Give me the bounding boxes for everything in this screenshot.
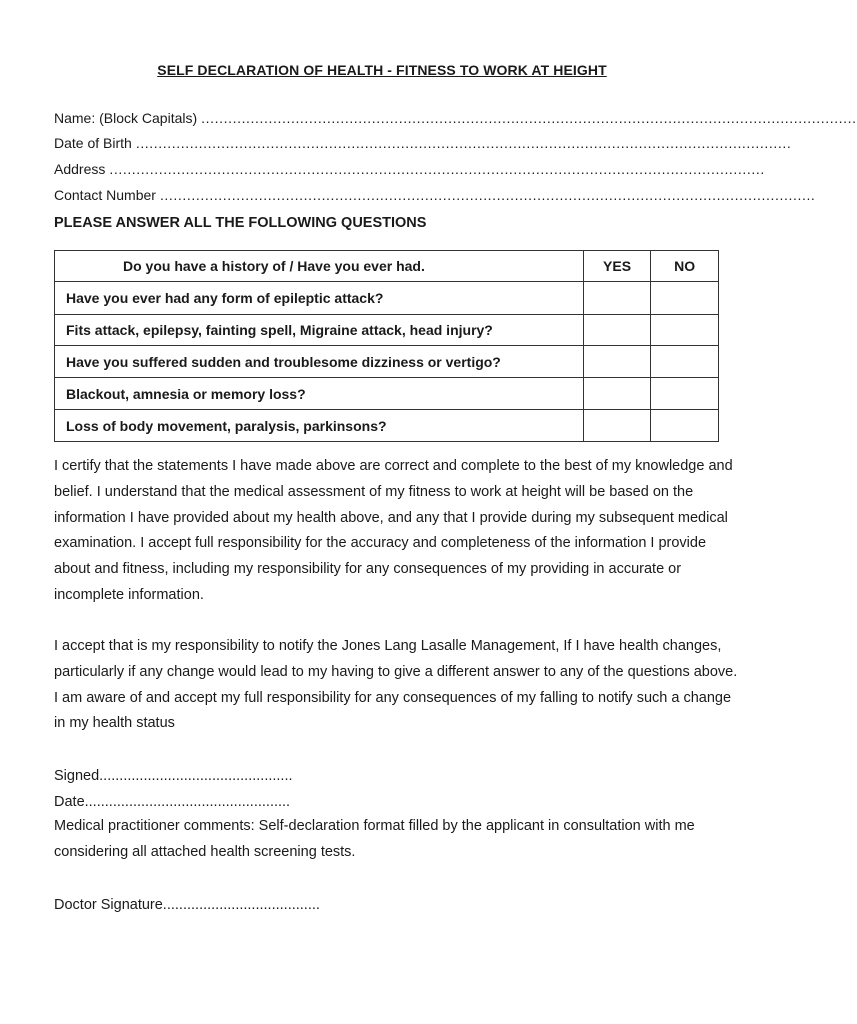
yes-checkbox-cell[interactable] <box>583 282 651 315</box>
question-cell: Have you ever had any form of epileptic attack? <box>55 282 584 315</box>
date-of-birth-field[interactable] <box>54 134 792 152</box>
name-field[interactable] <box>54 109 857 127</box>
table-row <box>55 282 719 315</box>
medical-practitioner-comments: Medical practitioner comments: Self-declaration format filled by the applicant in consultation with me considering all attached health screening tests. <box>54 818 695 860</box>
address-label: Address <box>54 161 106 177</box>
table-row <box>55 315 719 346</box>
contact-number-field[interactable] <box>54 186 816 204</box>
yes-checkbox-cell[interactable] <box>583 315 651 346</box>
no-checkbox-cell[interactable] <box>651 282 719 315</box>
yes-checkbox-cell[interactable] <box>583 378 651 410</box>
no-checkbox-cell[interactable] <box>651 378 719 410</box>
question-header: Do you have a history of / Have you ever had. <box>55 251 584 282</box>
no-header: NO <box>651 251 719 282</box>
no-checkbox-cell[interactable] <box>651 315 719 346</box>
contact-number-label: Contact Number <box>54 187 156 203</box>
table-row <box>55 346 719 378</box>
date-of-birth-dots: .................................................................................................................................................. <box>135 135 792 151</box>
table-row <box>55 410 719 442</box>
page-title: SELF DECLARATION OF HEALTH - FITNESS TO WORK AT HEIGHT <box>157 62 607 78</box>
question-cell: Blackout, amnesia or memory loss? <box>55 378 584 410</box>
name-dots: .................................................................................................................................................. <box>201 110 857 126</box>
contact-number-dots: .................................................................................................................................................. <box>159 187 816 203</box>
date-line[interactable]: Date................................................... <box>54 794 291 810</box>
address-dots: .................................................................................................................................................. <box>109 161 765 177</box>
name-label: Name: (Block Capitals) <box>54 110 198 126</box>
yes-checkbox-cell[interactable] <box>583 346 651 378</box>
certification-paragraph: I certify that the statements I have made above are correct and complete to the best of my knowledge and belief. I understand that the medical assessment of my fitness to work at height will be based on the information I have provided about my health above, and any that I provide during my subsequent medical examination. I accept full responsibility for the accuracy and completeness of the information I provide about and fitness, including my responsibility for any consequences of my providing in accurate or incomplete information. <box>54 458 733 603</box>
yes-header: YES <box>583 251 651 282</box>
date-of-birth-label: Date of Birth <box>54 135 132 151</box>
table-row <box>55 378 719 410</box>
question-cell: Have you suffered sudden and troublesome dizziness or vertigo? <box>55 346 584 378</box>
question-cell: Loss of body movement, paralysis, parkinsons? <box>55 410 584 442</box>
question-cell: Fits attack, epilepsy, fainting spell, Migraine attack, head injury? <box>55 315 584 346</box>
address-field[interactable] <box>54 160 765 178</box>
no-checkbox-cell[interactable] <box>651 346 719 378</box>
table-header-row <box>55 251 719 282</box>
responsibility-paragraph: I accept that is my responsibility to notify the Jones Lang Lasalle Management, If I have health changes, particularly if any change would lead to my having to give a different answer to any of the questions above. I am aware of and accept my full responsibility for any consequences of my falling to notify such a change in my health status <box>54 638 738 732</box>
signed-line[interactable]: Signed................................................ <box>54 768 293 784</box>
health-questions-table <box>54 250 719 442</box>
no-checkbox-cell[interactable] <box>651 410 719 442</box>
doctor-signature-line[interactable]: Doctor Signature....................................... <box>54 897 320 913</box>
instruction-heading: PLEASE ANSWER ALL THE FOLLOWING QUESTIONS <box>54 215 427 231</box>
yes-checkbox-cell[interactable] <box>583 410 651 442</box>
